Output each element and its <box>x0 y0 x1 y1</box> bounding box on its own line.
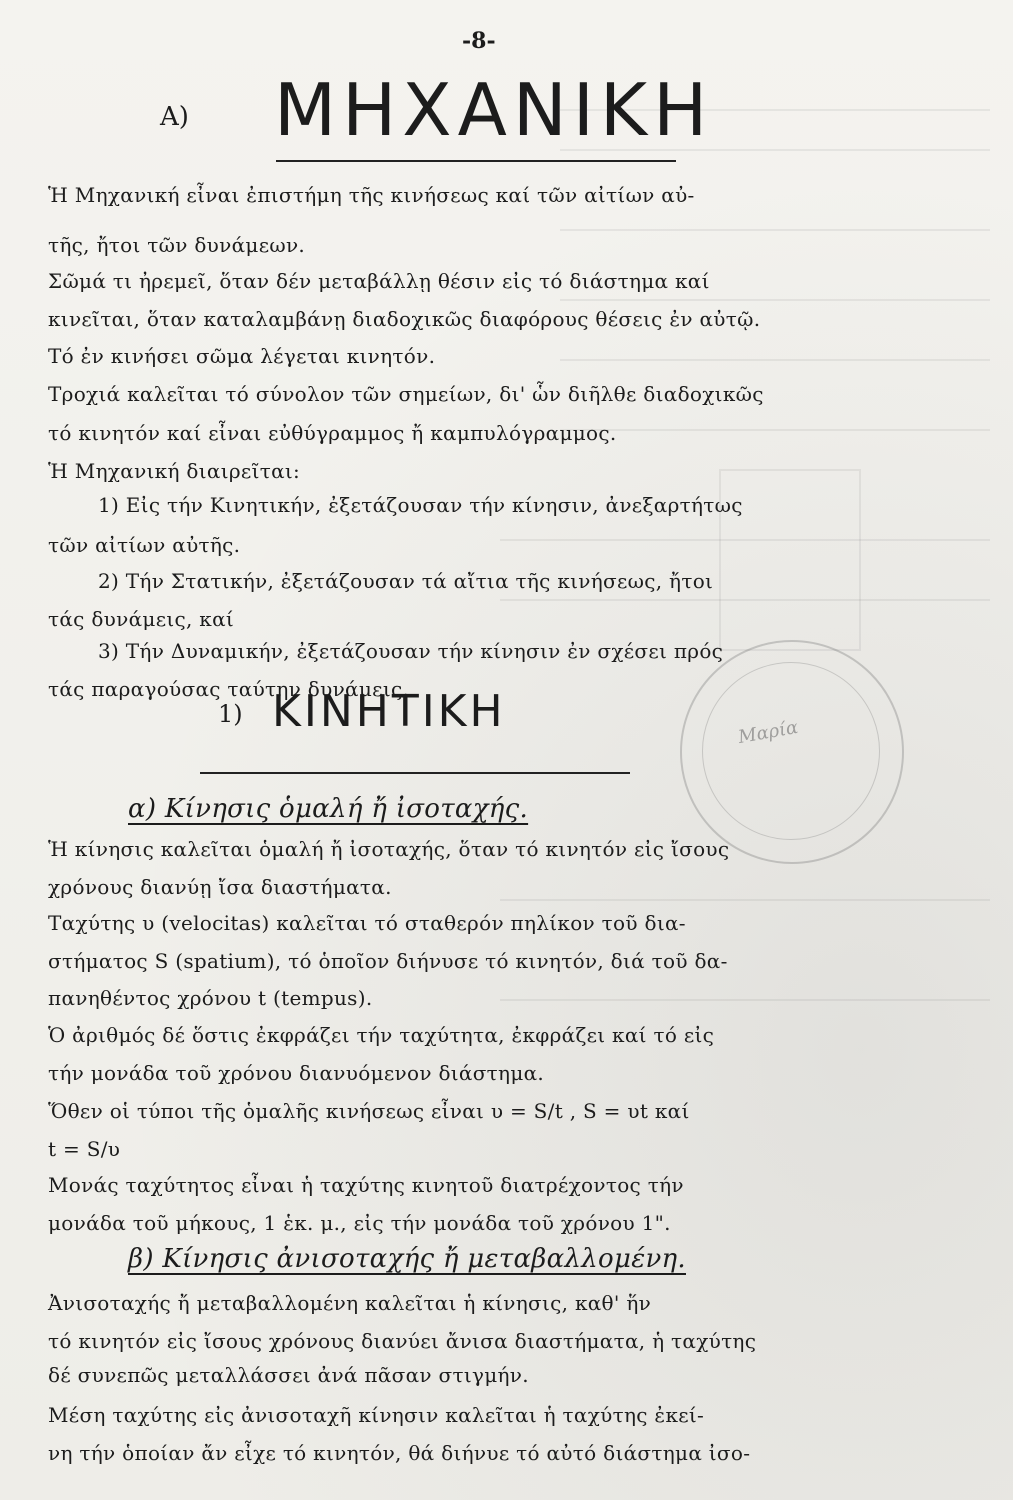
stamp-signature: Μαρία <box>736 716 800 749</box>
text-line: Ταχύτης υ (velocitas) καλεῖται τό σταθερόν πηλίκον τοῦ δια- <box>48 911 686 935</box>
text-line: Τό ἐν κινήσει σῶμα λέγεται κινητόν. <box>48 344 436 368</box>
section-underline <box>200 772 630 774</box>
section-title: ΚΙΝΗΤΙΚΗ <box>272 686 506 737</box>
formula-line: Ὅθεν οἱ τύποι τῆς ὁμαλῆς κινήσεως εἶναι υ = S/t , S = υt καί <box>48 1099 690 1123</box>
text-line: Ἡ κίνησις καλεῖται ὁμαλή ἤ ἰσοταχής, ὅταν τό κινητόν εἰς ἴσους <box>48 837 730 861</box>
text-line: Μονάς ταχύτητος εἶναι ἡ ταχύτης κινητοῦ διατρέχοντος τήν <box>48 1173 684 1197</box>
text-line: τῶν αἰτίων αὐτῆς. <box>48 533 241 557</box>
page-number: -8- <box>462 28 496 54</box>
library-stamp <box>680 640 904 864</box>
subsection-heading: α) Κίνησις ὁμαλή ἤ ἰσοταχής. <box>128 794 529 824</box>
text-line: τάς παραγούσας ταύτην δυνάμεις. <box>48 677 410 701</box>
text-line: κινεῖται, ὅταν καταλαμβάνῃ διαδοχικῶς διαφόρους θέσεις ἐν αὐτῷ. <box>48 307 761 331</box>
list-item: 1) Εἰς τήν Κινητικήν, ἐξετάζουσαν τήν κίνησιν, ἀνεξαρτήτως <box>98 493 743 517</box>
subsection-heading: β) Κίνησις ἀνισοταχής ἤ μεταβαλλομένη. <box>128 1244 686 1274</box>
text-line: τό κινητόν εἰς ἴσους χρόνους διανύει ἄνισα διαστήματα, ἡ ταχύτης <box>48 1329 757 1353</box>
section-number: 1) <box>218 700 243 728</box>
title-underline <box>276 160 676 162</box>
text-line: δέ συνεπῶς μεταλλάσσει ἀνά πᾶσαν στιγμήν. <box>48 1363 529 1387</box>
text-line: στήματος S (spatium), τό ὁποῖον διήνυσε τό κινητόν, διά τοῦ δα- <box>48 949 728 973</box>
text-line: τῆς, ἤτοι τῶν δυνάμεων. <box>48 233 306 257</box>
text-line: νη τήν ὁποίαν ἄν εἶχε τό κινητόν, θά διήνυε τό αὐτό διάστημα ἰσο- <box>48 1441 751 1465</box>
list-item: 2) Τήν Στατικήν, ἐξετάζουσαν τά αἴτια τῆς κινήσεως, ἤτοι <box>98 569 714 593</box>
text-line: πανηθέντος χρόνου t (tempus). <box>48 986 373 1010</box>
page-title: ΜΗΧΑΝΙΚΗ <box>274 68 714 152</box>
text-line: Ὁ ἀριθμός δέ ὅστις ἐκφράζει τήν ταχύτητα, ἐκφράζει καί τό εἰς <box>48 1023 715 1047</box>
text-line: Ἡ Μηχανική διαιρεῖται: <box>48 459 301 483</box>
text-line: Σῶμά τι ἠρεμεῖ, ὅταν δέν μεταβάλλῃ θέσιν εἰς τό διάστημα καί <box>48 269 710 293</box>
text-line: Τροχιά καλεῖται τό σύνολον τῶν σημείων, δι' ὧν διῆλθε διαδοχικῶς <box>48 382 764 406</box>
list-item: 3) Τήν Δυναμικήν, ἐξετάζουσαν τήν κίνησιν ἐν σχέσει πρός <box>98 639 724 663</box>
text-line: τό κινητόν καί εἶναι εὐθύγραμμος ἤ καμπυλόγραμμος. <box>48 421 617 445</box>
text-line: Ἡ Μηχανική εἶναι ἐπιστήμη τῆς κινήσεως καί τῶν αἰτίων αὐ- <box>48 183 695 207</box>
text-line: μονάδα τοῦ μήκους, 1 ἑκ. μ., εἰς τήν μονάδα τοῦ χρόνου 1". <box>48 1211 671 1235</box>
text-line: τάς δυνάμεις, καί <box>48 607 235 631</box>
chapter-letter: A) <box>160 102 189 132</box>
formula-line: t = S/υ <box>48 1137 121 1161</box>
text-line: Ἀνισοταχής ἤ μεταβαλλομένη καλεῖται ἡ κίνησις, καθ' ἥν <box>48 1291 652 1315</box>
text-line: Μέση ταχύτης εἰς ἀνισοταχῆ κίνησιν καλεῖται ἡ ταχύτης ἐκεί- <box>48 1403 705 1427</box>
text-line: τήν μονάδα τοῦ χρόνου διανυόμενον διάστημα. <box>48 1061 545 1085</box>
text-line: χρόνους διανύῃ ἴσα διαστήματα. <box>48 875 392 899</box>
